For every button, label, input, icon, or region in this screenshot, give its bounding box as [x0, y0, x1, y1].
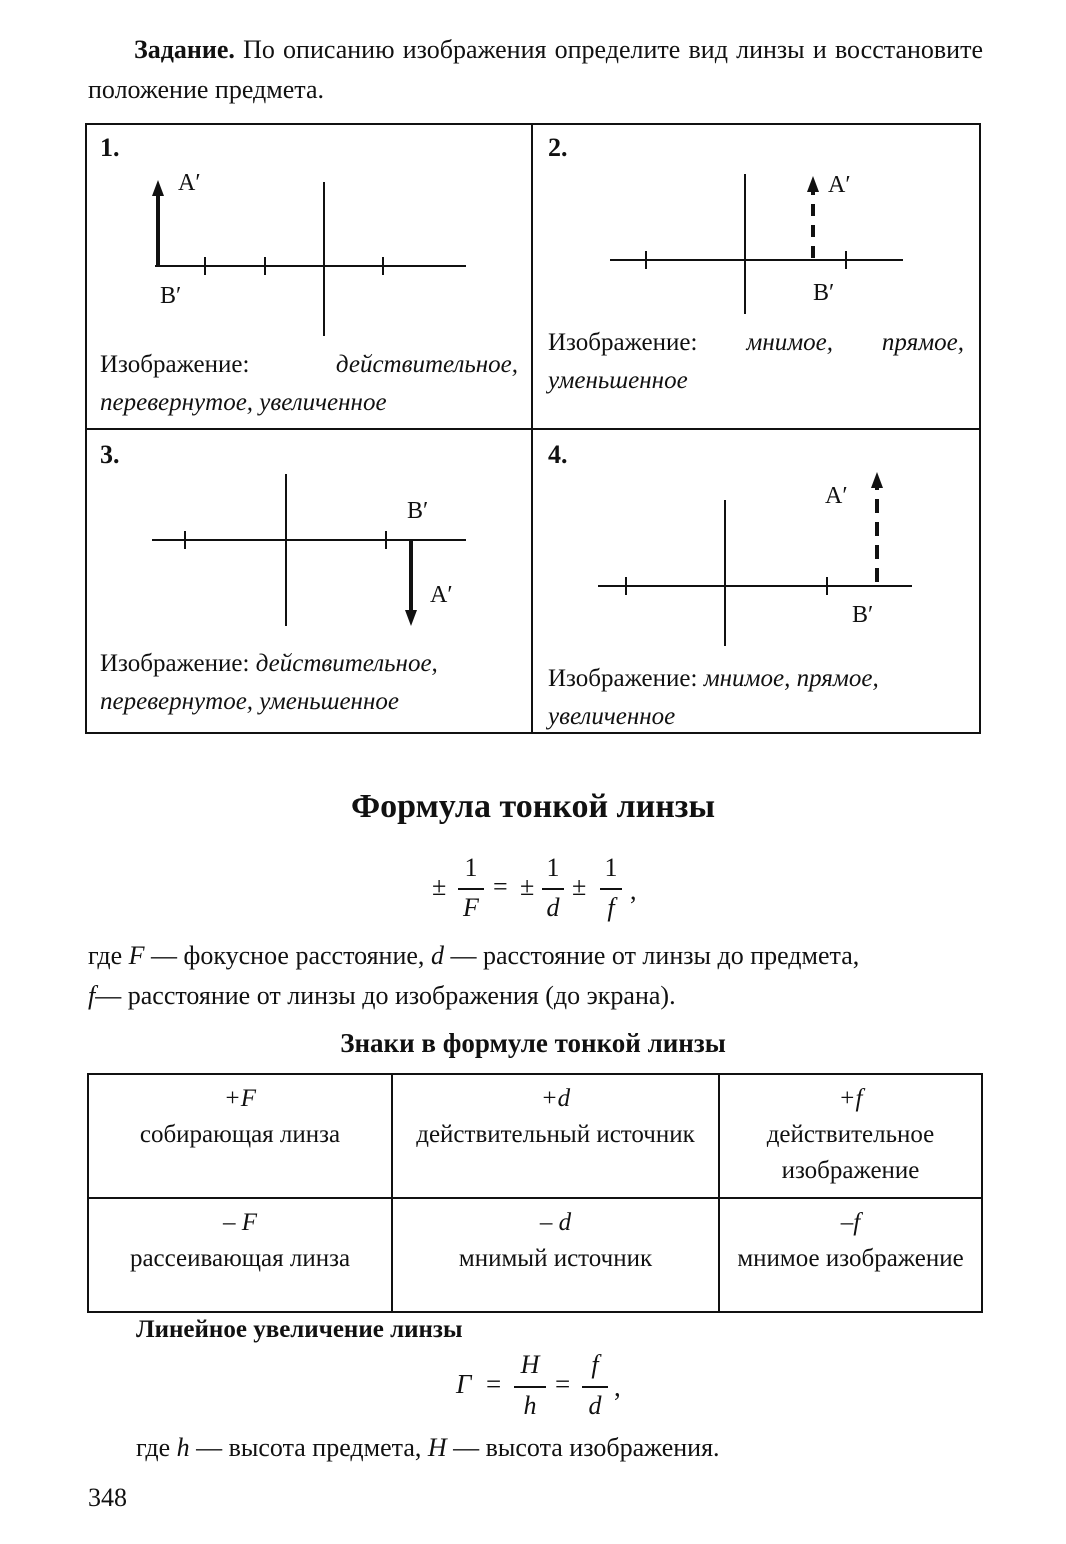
- cell-symbol: – d: [539, 1209, 572, 1236]
- signs-table: [87, 1073, 983, 1313]
- where-var-f: f: [88, 981, 96, 1010]
- where-text: — расстояние от линзы до изображения (до экрана).: [95, 981, 676, 1010]
- page-number: 348: [88, 1483, 127, 1512]
- mag-H: H: [520, 1350, 540, 1379]
- formula-sign: ±: [520, 872, 535, 901]
- cell-3-prefix: Изображение:: [100, 650, 250, 677]
- cell-2-arrowhead: [807, 176, 819, 192]
- cell-4-description: [548, 660, 964, 736]
- cell-4-prefix: Изображение:: [548, 665, 698, 692]
- cell-text: рассеивающая линза: [129, 1245, 351, 1272]
- cell-text: мнимый источник: [458, 1245, 653, 1272]
- formula-F: F: [463, 893, 479, 922]
- table-cell: [719, 1074, 982, 1198]
- cell-text: мнимое изображение: [737, 1245, 964, 1272]
- cell-text: действительный источник: [416, 1121, 695, 1148]
- table-cell: [88, 1198, 392, 1312]
- fraction-bar: [542, 888, 564, 890]
- cell-3-desc: действительное, перевернутое, уменьшенное: [100, 650, 438, 715]
- where-text: — фокусное расстояние,: [144, 941, 431, 970]
- table-row: [88, 1198, 982, 1312]
- fraction-bar: [582, 1386, 608, 1388]
- cell-1-label-b: B′: [160, 283, 182, 309]
- where-text: где: [88, 941, 129, 970]
- cell-3-label-a: A′: [430, 582, 453, 608]
- fraction-bar: [514, 1386, 546, 1388]
- formula-sign: ±: [432, 872, 447, 901]
- formula-equals: =: [493, 872, 508, 901]
- table-cell: [392, 1074, 719, 1198]
- where2-text: — высота изображения.: [446, 1433, 720, 1462]
- where2-var-H: H: [427, 1433, 447, 1462]
- task-text: По описанию изображения определите вид линзы и восстановите положение предмета.: [88, 35, 983, 104]
- cell-3-arrowhead: [405, 610, 417, 626]
- cell-4-label-a: A′: [825, 483, 848, 509]
- section-heading: Формула тонкой линзы: [350, 788, 716, 825]
- signs-heading: Знаки в формуле тонкой линзы: [340, 1028, 726, 1058]
- table-row: [88, 1074, 982, 1198]
- cell-2-number: 2.: [548, 133, 568, 162]
- task-label: Задание.: [134, 35, 235, 64]
- formula-numerator: 1: [604, 853, 618, 882]
- formula-sign: ±: [572, 872, 587, 901]
- cell-symbol: –f: [840, 1209, 861, 1236]
- cell-4-arrowhead: [871, 472, 883, 488]
- cell-2-label-b: B′: [813, 280, 835, 306]
- cell-symbol: +F: [223, 1085, 257, 1112]
- cell-1-description: [100, 346, 518, 422]
- where-text: — расстояние от линзы до предмета,: [443, 941, 860, 970]
- cell-3-number: 3.: [100, 440, 120, 469]
- where2-text: — высота предмета,: [189, 1433, 428, 1462]
- cell-text: собирающая линза: [139, 1121, 341, 1148]
- where2-text: где: [136, 1433, 177, 1462]
- cell-2-label-a: A′: [828, 172, 851, 198]
- mag-equals: =: [486, 1369, 502, 1399]
- formula-numerator: 1: [546, 853, 560, 882]
- formula-comma: ,: [630, 876, 637, 905]
- fraction-bar: [458, 888, 484, 890]
- formula-d: d: [546, 893, 560, 922]
- where-var-d: d: [430, 941, 444, 970]
- cell-symbol: – F: [222, 1209, 258, 1236]
- mag-comma: ,: [614, 1372, 621, 1402]
- cell-2-description: [548, 324, 964, 400]
- mag-equals: =: [555, 1369, 571, 1399]
- mag-d: d: [588, 1391, 602, 1420]
- linear-heading: Линейное увеличение линзы: [136, 1316, 463, 1343]
- cell-symbol: +d: [540, 1085, 571, 1112]
- cell-1-number: 1.: [100, 133, 120, 162]
- cell-2-prefix: Изображение:: [548, 329, 698, 356]
- formula-f: f: [607, 893, 615, 922]
- cell-text: действительное изображение: [766, 1121, 935, 1184]
- mag-f: f: [591, 1350, 599, 1379]
- cell-2-desc: мнимое, прямое, уменьшенное: [548, 329, 965, 394]
- cell-3-label-b: B′: [407, 498, 429, 524]
- cell-3-description: [100, 645, 518, 721]
- formula-explanation: [88, 936, 983, 1016]
- mag-gamma: Γ: [456, 1369, 472, 1399]
- formula-numerator: 1: [464, 853, 478, 882]
- table-cell: [392, 1198, 719, 1312]
- cell-symbol: +f: [838, 1085, 863, 1112]
- cell-4-desc: мнимое, прямое, увеличенное: [548, 665, 879, 730]
- cell-4-label-b: B′: [852, 602, 874, 628]
- cell-1-label-a: A′: [178, 170, 201, 196]
- cell-4-number: 4.: [548, 440, 568, 469]
- where2-var-h: h: [176, 1433, 190, 1462]
- table-cell: [88, 1074, 392, 1198]
- fraction-bar: [600, 888, 622, 890]
- cell-1-desc: действительное, перевернутое, увеличенное: [100, 351, 518, 416]
- where-var-F: F: [128, 941, 145, 970]
- cell-1-arrowhead: [152, 180, 164, 196]
- mag-h: h: [523, 1391, 537, 1420]
- table-cell: [719, 1198, 982, 1312]
- cell-1-prefix: Изображение:: [100, 351, 250, 378]
- magnification-explanation: [136, 1430, 720, 1466]
